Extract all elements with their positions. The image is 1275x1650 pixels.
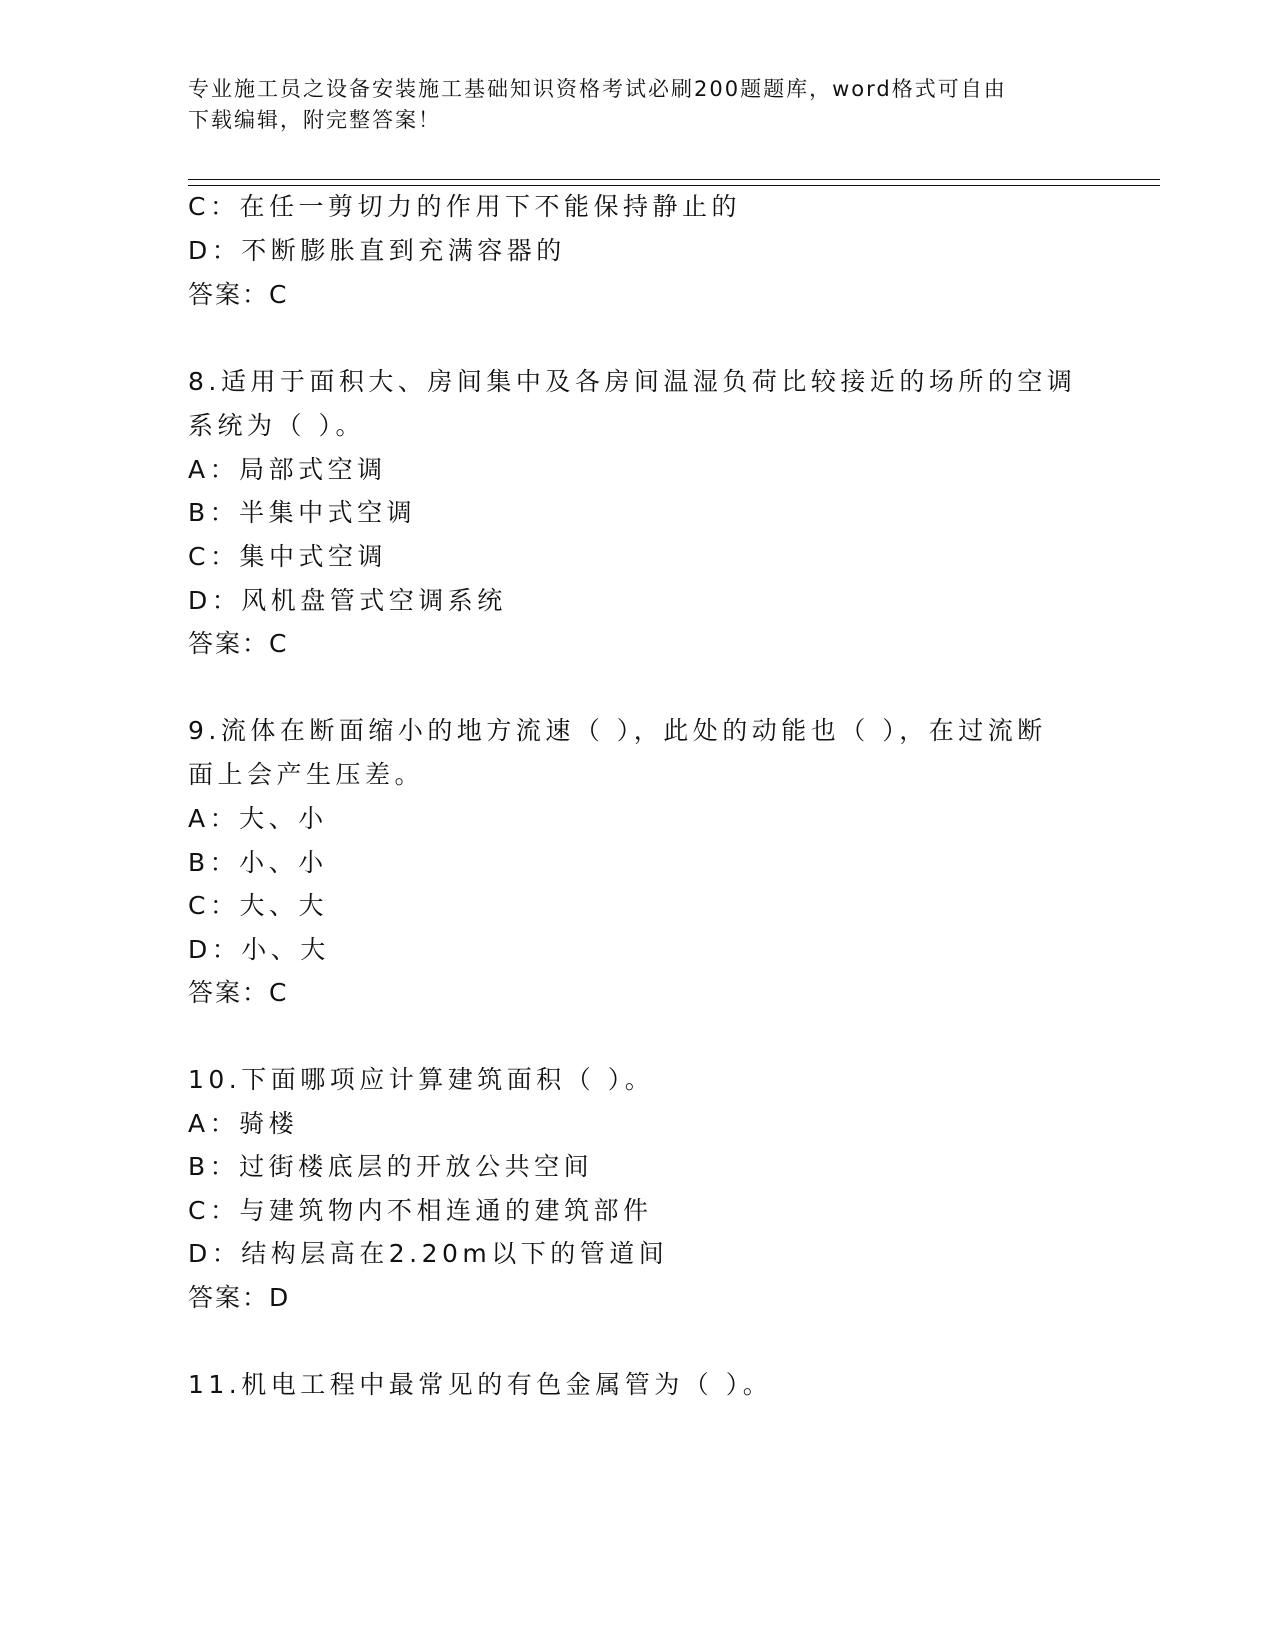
q11-stem-line-1: 11.机电工程中最常见的有色金属管为（ ）。 <box>188 1370 773 1399</box>
q10-stem-line-1: 10.下面哪项应计算建筑面积（ ）。 <box>188 1065 655 1094</box>
q8-stem-line-2: 系统为（ ）。 <box>188 411 365 440</box>
header-line-2: 下载编辑，附完整答案！ <box>188 108 441 132</box>
q9-option-a: A：大、小 <box>188 804 328 833</box>
q8-answer: 答案：C <box>188 629 289 658</box>
q8-option-d: D：风机盘管式空调系统 <box>188 586 507 615</box>
header-divider-bottom <box>188 185 1160 186</box>
q7-option-c: C：在任一剪切力的作用下不能保持静止的 <box>188 192 741 221</box>
q10-answer: 答案：D <box>188 1283 291 1312</box>
q10-option-d: D：结构层高在2.20m以下的管道间 <box>188 1239 669 1268</box>
header-divider-top <box>188 179 1160 180</box>
q9-stem-line-2: 面上会产生压差。 <box>188 760 425 789</box>
header-line-1: 专业施工员之设备安装施工基础知识资格考试必刷200题题库，word格式可自由 <box>188 77 1007 101</box>
q7-option-d: D：不断膨胀直到充满容器的 <box>188 236 566 265</box>
q8-option-c: C：集中式空调 <box>188 542 387 571</box>
q10-option-a: A：骑楼 <box>188 1109 299 1138</box>
q9-option-c: C：大、大 <box>188 891 328 920</box>
q7-answer: 答案：C <box>188 280 289 309</box>
document-header <box>188 74 1088 136</box>
q8-option-b: B：半集中式空调 <box>188 498 417 527</box>
q10-option-b: B：过街楼底层的开放公共空间 <box>188 1152 594 1181</box>
q9-answer: 答案：C <box>188 978 289 1007</box>
q8-option-a: A：局部式空调 <box>188 455 387 484</box>
q10-option-c: C：与建筑物内不相连通的建筑部件 <box>188 1196 653 1225</box>
q8-stem-line-1: 8.适用于面积大、房间集中及各房间温湿负荷比较接近的场所的空调 <box>188 367 1077 396</box>
q9-stem-line-1: 9.流体在断面缩小的地方流速（ ），此处的动能也（ ），在过流断 <box>188 716 1047 745</box>
q9-option-d: D：小、大 <box>188 935 330 964</box>
q9-option-b: B：小、小 <box>188 848 328 877</box>
